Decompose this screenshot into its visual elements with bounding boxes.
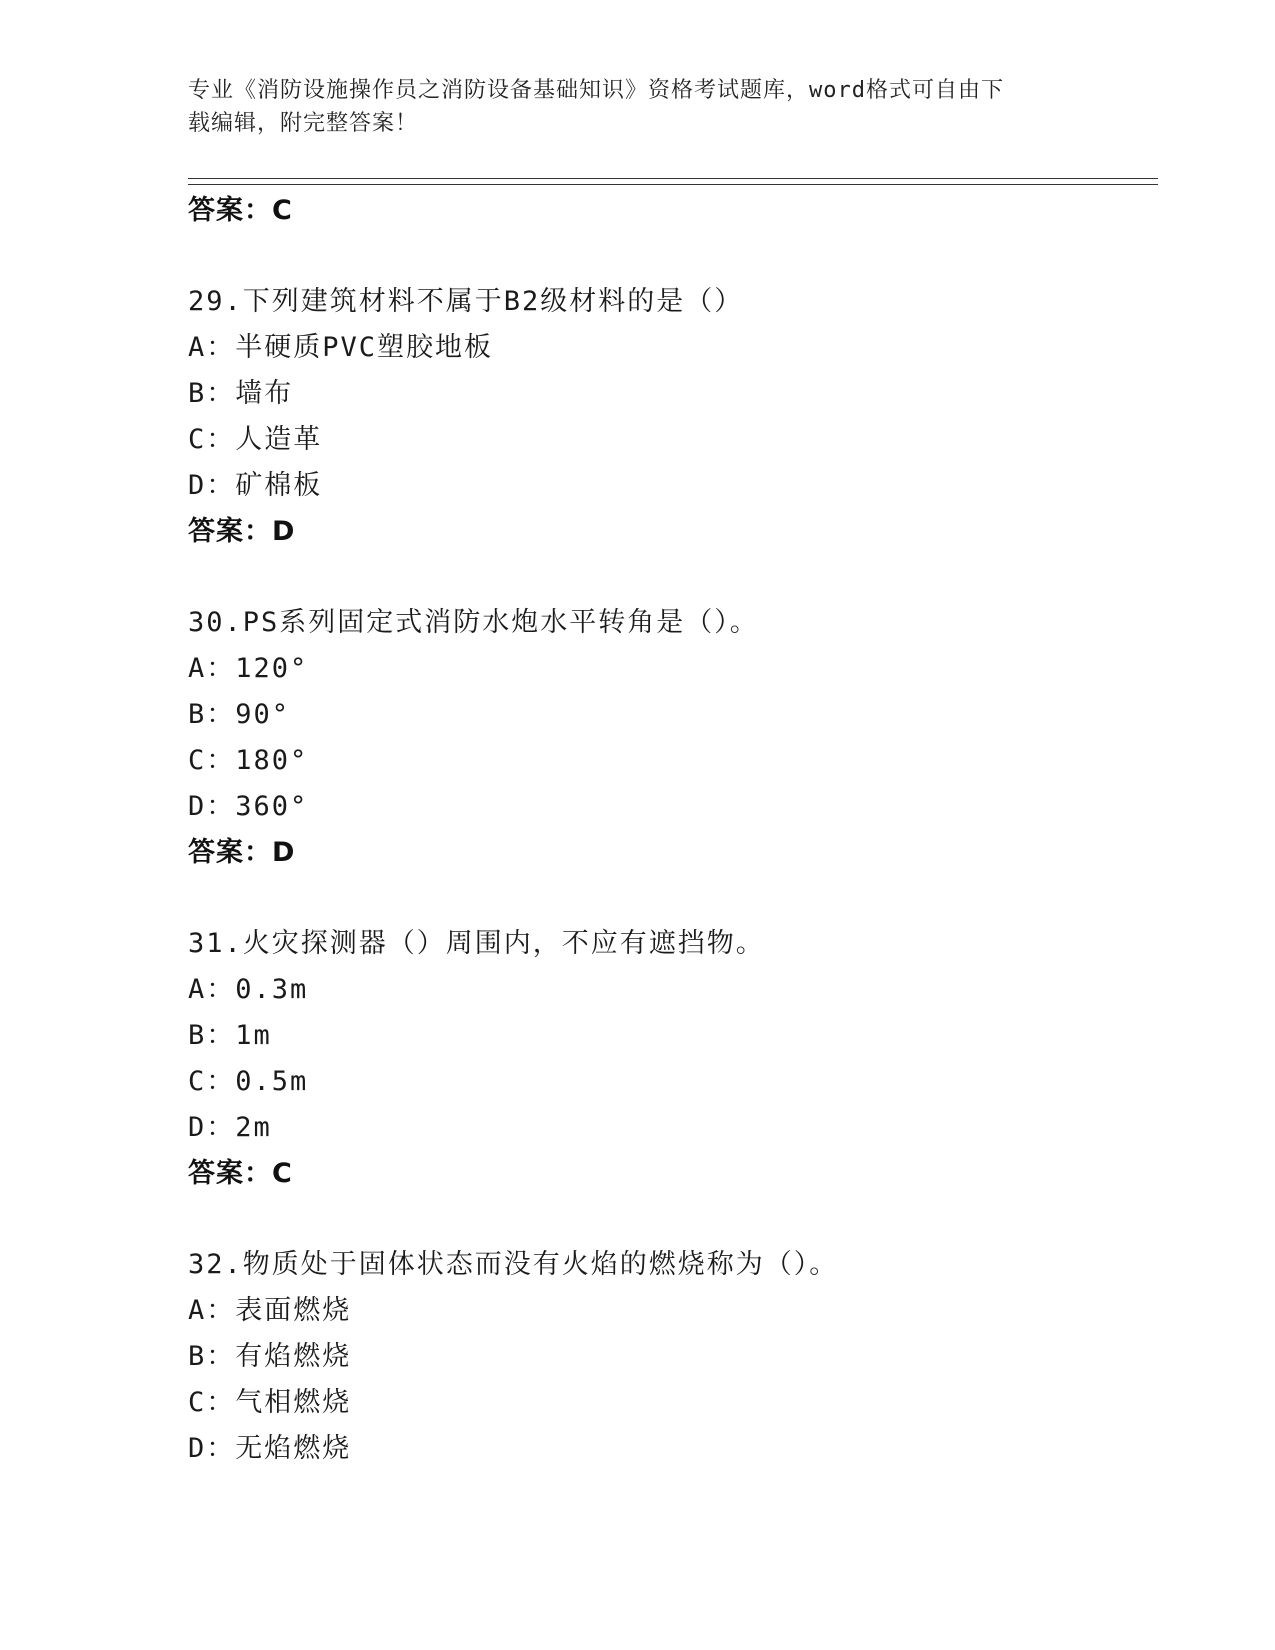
option-a: A：0.3m: [188, 974, 309, 1005]
question-block-29: [188, 279, 1158, 555]
question-block-32: [188, 1242, 1158, 1472]
option-b: B：90°: [188, 699, 291, 730]
answer-line: 答案：D: [188, 837, 296, 868]
option-c: C：0.5m: [188, 1066, 309, 1097]
question-text: 29.下列建筑材料不属于B2级材料的是（）: [188, 286, 744, 317]
question-text: 32.物质处于固体状态而没有火焰的燃烧称为（）。: [188, 1249, 839, 1280]
option-c: C：气相燃烧: [188, 1387, 352, 1418]
option-a: A：120°: [188, 653, 309, 684]
answer-line: 答案：D: [188, 516, 296, 547]
option-d: D：360°: [188, 791, 309, 822]
answer-line: 答案：C: [188, 1158, 293, 1189]
page-header: [188, 74, 1088, 140]
option-b: B：墙布: [188, 378, 294, 409]
option-d: D：矿棉板: [188, 470, 323, 501]
option-c: C：180°: [188, 745, 309, 776]
header-line-2: 载编辑，附完整答案！: [188, 111, 419, 136]
option-a: A：半硬质PVC塑胶地板: [188, 332, 494, 363]
option-d: D：2m: [188, 1112, 272, 1143]
document-page: [188, 0, 1158, 1650]
option-a: A：表面燃烧: [188, 1295, 352, 1326]
option-b: B：1m: [188, 1020, 272, 1051]
answer-line: 答案：C: [188, 195, 293, 226]
question-list: [188, 188, 1158, 1472]
question-block-30: [188, 600, 1158, 876]
question-text: 30.PS系列固定式消防水炮水平转角是（）。: [188, 607, 759, 638]
option-c: C：人造革: [188, 424, 323, 455]
header-line-1: 专业《消防设施操作员之消防设备基础知识》资格考试题库，word格式可自由下: [188, 78, 1004, 103]
header-divider: [188, 178, 1158, 185]
option-b: B：有焰燃烧: [188, 1341, 352, 1372]
question-text: 31.火灾探测器（）周围内，不应有遮挡物。: [188, 928, 765, 959]
option-d: D：无焰燃烧: [188, 1433, 352, 1464]
question-block-31: [188, 921, 1158, 1197]
